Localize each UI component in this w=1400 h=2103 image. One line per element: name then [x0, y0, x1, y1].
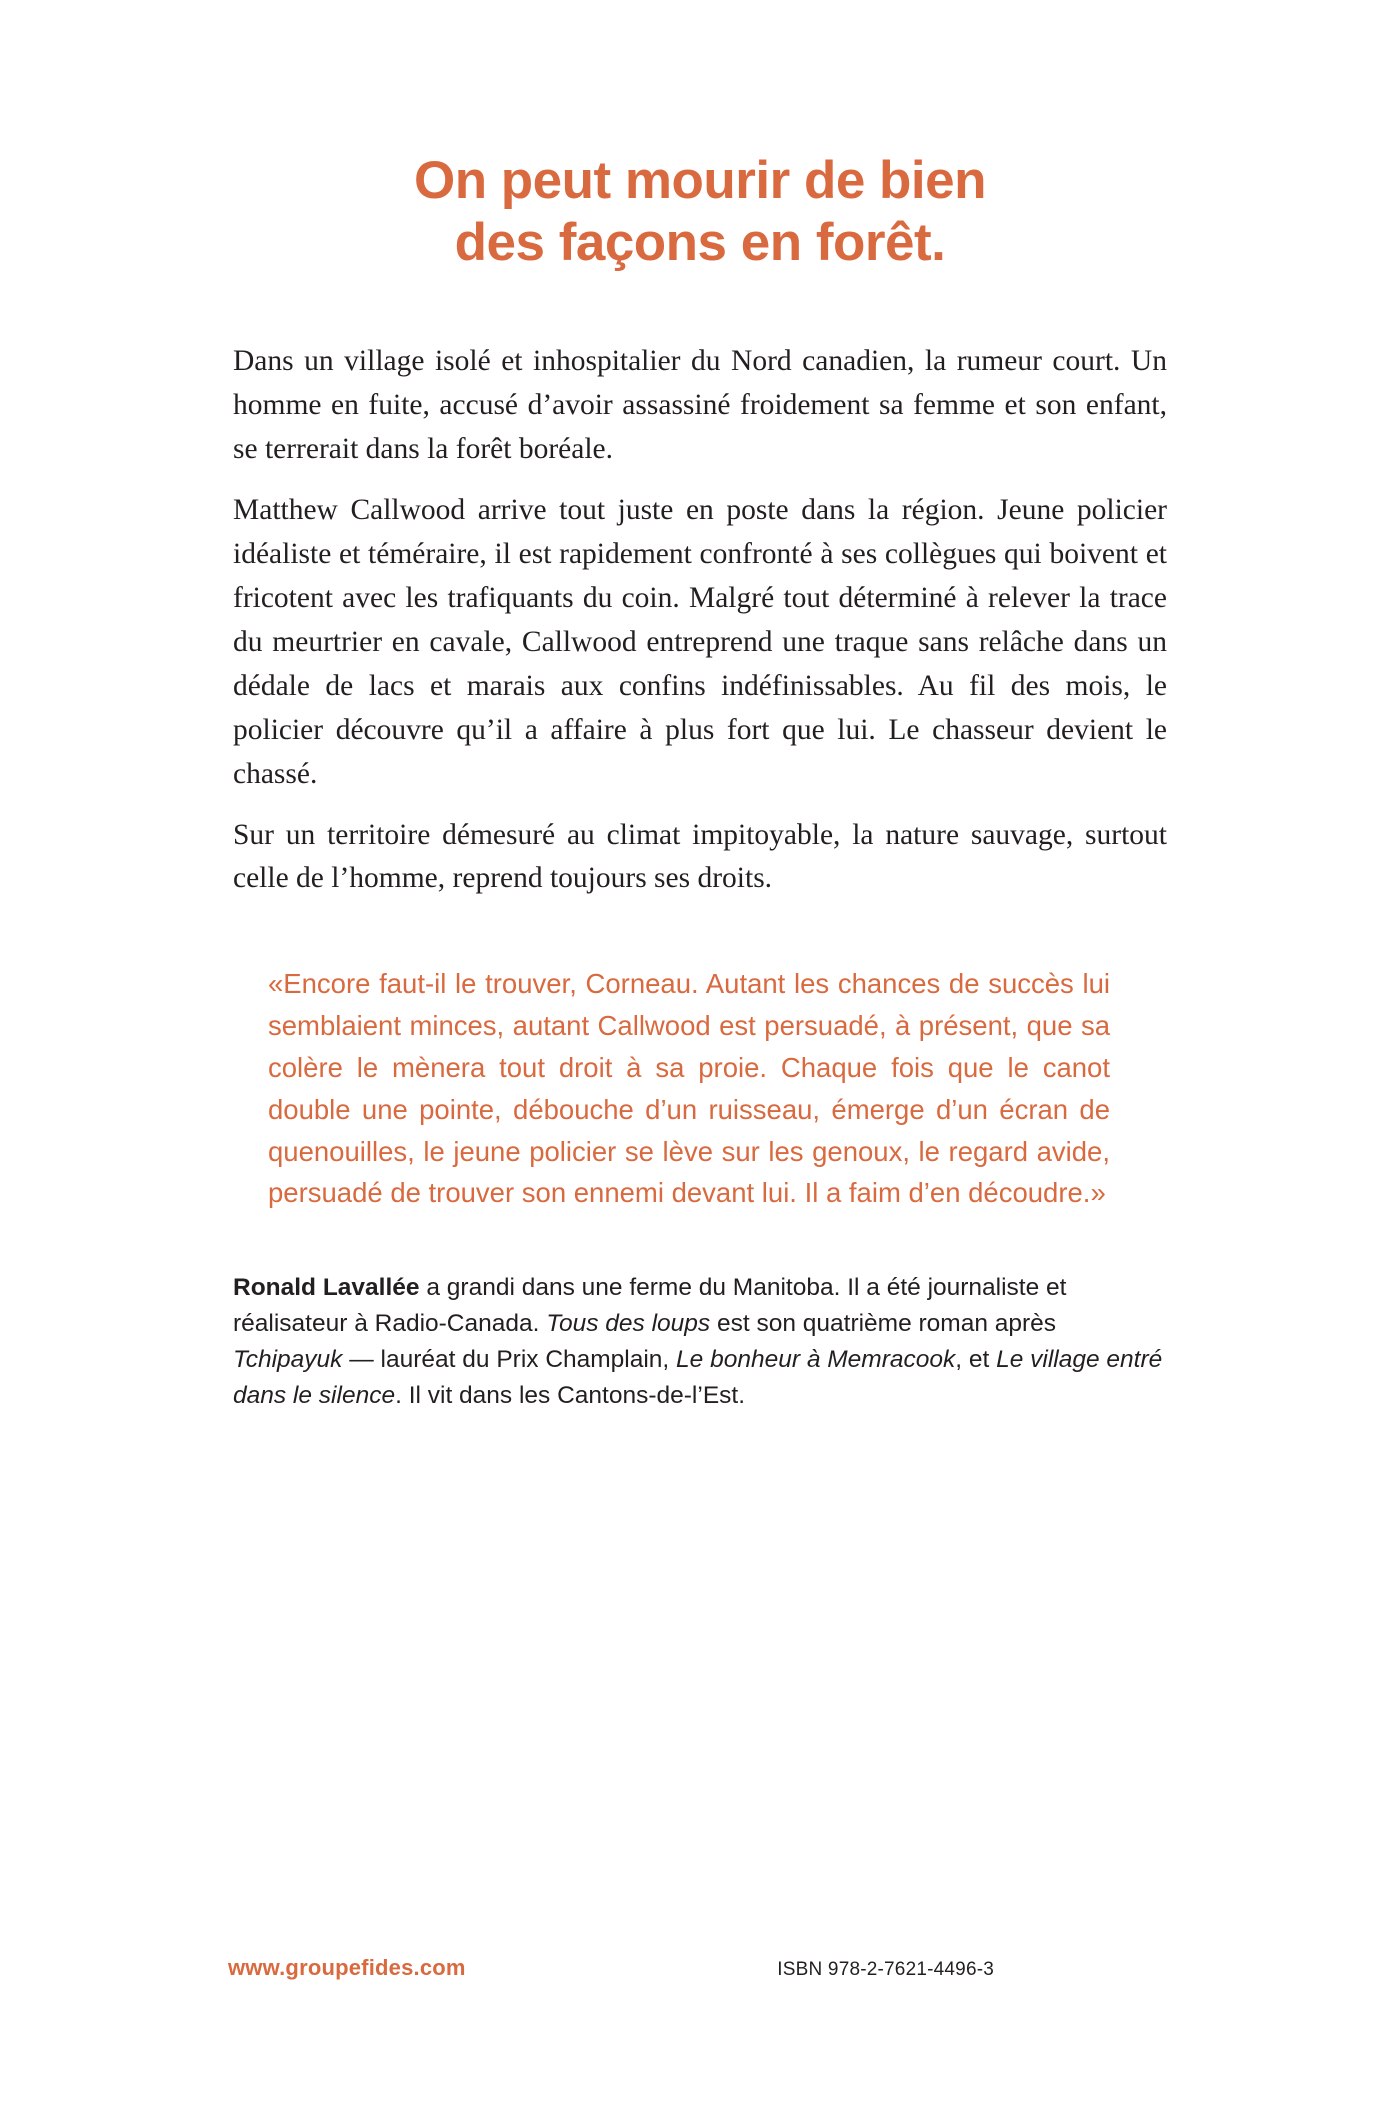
bio-part-4: , et: [955, 1346, 997, 1374]
cover-content: [228, 150, 1172, 1414]
author-name: Ronald Lavallée: [233, 1274, 420, 1302]
book-title-4: Le village entré dans le silence: [233, 1346, 1163, 1410]
bio-part-3: — lauréat du Prix Champlain,: [342, 1346, 677, 1374]
author-bio-text: [233, 1270, 1167, 1414]
pull-quote-text: «Encore faut-il le trouver, Corneau. Autant les chances de succès lui semblaient minces, autant Callwood est persuadé, à présent, que sa colère le mènera tout droit à sa proie. Chaque fois que le canot double une pointe, débouche d’un ruisseau, émerge d’un écran de quenouilles, le jeune policier se lève sur les genoux, le regard avide, persuadé de trouver son ennemi devant lui. Il a faim d’en découdre.»: [268, 968, 1110, 1209]
pull-quote: [228, 963, 1172, 1214]
author-bio: [228, 1270, 1172, 1414]
headline-line-1: On peut mourir de bien: [413, 151, 987, 210]
bio-part-1: a grandi dans une ferme du Manitoba. Il a été journaliste et réalisateur à Radio-Canada.: [233, 1274, 1067, 1338]
synopsis: [228, 340, 1172, 901]
synopsis-paragraph: Matthew Callwood arrive tout juste en poste dans la région. Jeune policier idéaliste et téméraire, il est rapidement confronté à ses collègues qui boivent et fricotent avec les trafiquants du coin. Malgré tout déterminé à relever la trace du meurtrier en cavale, Callwood entreprend une traque sans relâche dans un dédale de lacs et marais aux confins indéfinissables. Au fil des mois, le policier découvre qu’il a affaire à plus fort que lui. Le chasseur devient le chassé.: [233, 493, 1167, 790]
bio-part-5: . Il vit dans les Cantons-de-l’Est.: [395, 1382, 746, 1410]
page-title: [228, 150, 1172, 274]
synopsis-paragraph: Sur un territoire démesuré au climat impitoyable, la nature sauvage, surtout celle de l’homme, reprend toujours ses droits.: [233, 818, 1167, 895]
bio-part-2: est son quatrième roman après: [710, 1310, 1057, 1338]
book-title-2: Tchipayuk: [233, 1346, 343, 1374]
publisher-website-link[interactable]: www.groupefides.com: [228, 1955, 466, 1980]
headline-line-2: des façons en forêt.: [454, 213, 946, 272]
synopsis-paragraph: Dans un village isolé et inhospitalier du Nord canadien, la rumeur court. Un homme en fuite, accusé d’avoir assassiné froidement sa femme et son enfant, se terrerait dans la forêt boréale.: [233, 345, 1167, 465]
book-title-1: Tous des loups: [546, 1310, 711, 1338]
footer: [228, 1955, 1172, 1981]
isbn-text: ISBN 978-2-7621-4496-3: [777, 1959, 994, 1980]
book-title-3: Le bonheur à Memracook: [676, 1346, 956, 1374]
